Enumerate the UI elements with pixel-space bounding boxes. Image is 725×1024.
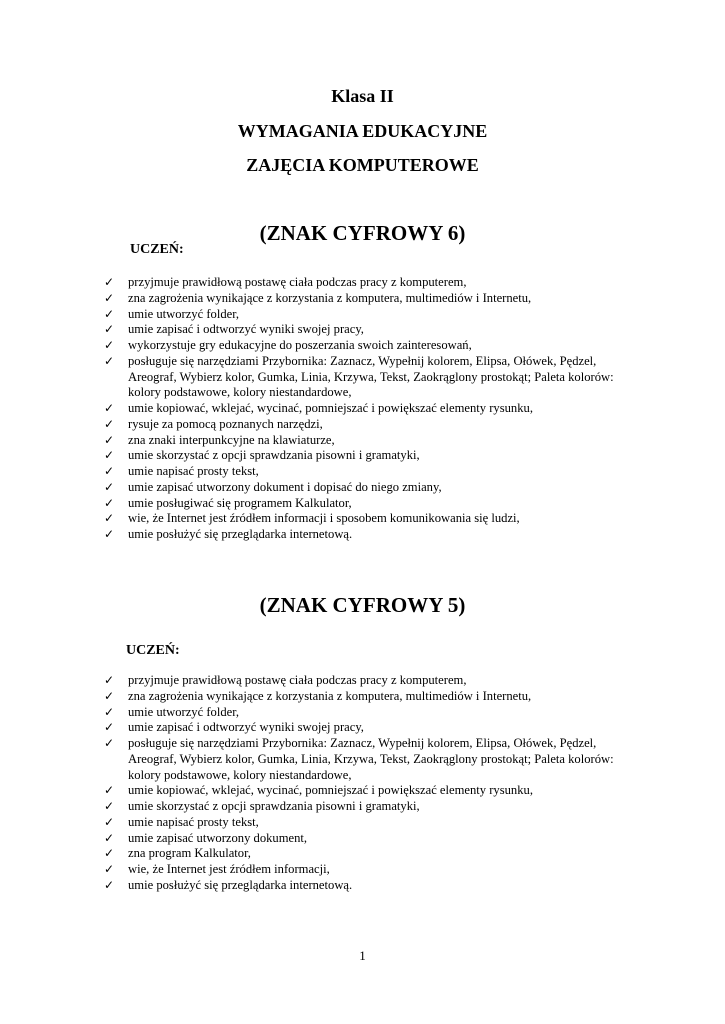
requirement-text: przyjmuje prawidłową postawę ciała podczas pracy z komputerem, [128, 673, 467, 687]
requirement-text: zna zagrożenia wynikające z korzystania z komputera, multimediów i Internetu, [128, 688, 532, 703]
requirement-item [104, 846, 644, 862]
checkmark-icon: ✓ [104, 736, 115, 750]
requirement-text: umie posłużyć się przeglądarka internetową. [128, 527, 353, 541]
student-label-grade-5: UCZEŃ: [126, 643, 180, 658]
checkmark-icon: ✓ [104, 322, 115, 337]
checkmark-icon: ✓ [104, 830, 115, 845]
checkmark-icon: ✓ [104, 511, 115, 526]
requirement-text: umie kopiować, wklejać, wycinać, pomniejszać i powiększać elementy rysunku, [128, 783, 533, 798]
checkmark-icon: ✓ [104, 479, 115, 494]
requirement-item [104, 433, 644, 449]
requirement-item [104, 689, 644, 705]
requirement-text: umie utworzyć folder, [128, 704, 240, 719]
requirement-item [104, 354, 644, 401]
requirement-text: zna zagrożenia wynikające z korzystania z komputera, multimediów i Internetu, [128, 290, 532, 305]
requirement-text: umie napisać prosty tekst, [128, 464, 259, 478]
requirement-item [104, 862, 644, 878]
requirement-text: umie utworzyć folder, [128, 306, 240, 321]
requirement-item [104, 878, 644, 894]
checkmark-icon: ✓ [104, 799, 115, 813]
checkmark-icon: ✓ [104, 401, 115, 415]
requirement-item [104, 307, 644, 323]
requirement-item [104, 831, 644, 847]
requirement-item [104, 322, 644, 338]
requirement-item [104, 783, 644, 799]
requirement-item [104, 401, 644, 417]
requirement-item [104, 464, 644, 480]
requirement-item [104, 448, 644, 464]
requirement-text: umie skorzystać z opcji sprawdzania pisowni i gramatyki, [128, 448, 420, 463]
requirement-item [104, 291, 644, 307]
requirement-item [104, 736, 644, 783]
requirement-text: umie zapisać utworzony dokument, [128, 830, 308, 845]
checkmark-icon: ✓ [104, 704, 115, 719]
checkmark-icon: ✓ [104, 862, 115, 876]
requirement-text: umie napisać prosty tekst, [128, 814, 259, 829]
requirement-text: rysuje za pomocą poznanych narzędzi, [128, 416, 323, 431]
page-number: 1 [359, 948, 366, 963]
requirement-item [104, 799, 644, 815]
checkmark-icon: ✓ [104, 338, 115, 352]
student-label-grade-6: UCZEŃ: [130, 242, 184, 257]
requirement-text: umie kopiować, wklejać, wycinać, pomniejszać i powiększać elementy rysunku, [128, 401, 533, 415]
checkmark-icon: ✓ [104, 688, 115, 703]
requirement-item [104, 673, 644, 689]
checkmark-icon: ✓ [104, 306, 115, 321]
requirement-item [104, 275, 644, 291]
requirement-item [104, 338, 644, 354]
requirement-text: umie skorzystać z opcji sprawdzania pisowni i gramatyki, [128, 799, 420, 813]
requirement-item [104, 527, 644, 543]
requirement-text: umie zapisać i odtworzyć wyniki swojej pracy, [128, 322, 364, 337]
checkmark-icon: ✓ [104, 353, 115, 368]
class-title: Klasa II [331, 86, 394, 106]
requirement-item [104, 511, 644, 527]
subject-title: ZAJĘCIA KOMPUTEROWE [246, 155, 479, 175]
checkmark-icon: ✓ [104, 448, 115, 463]
requirement-text: zna znaki interpunkcyjne na klawiaturze, [128, 432, 335, 447]
requirements-title: WYMAGANIA EDUKACYJNE [237, 121, 488, 141]
requirement-item [104, 815, 644, 831]
requirement-text: zna program Kalkulator, [128, 846, 251, 861]
requirement-text: wie, że Internet jest źródłem informacji, [128, 862, 330, 876]
requirement-text: umie zapisać utworzony dokument i dopisać do niego zmiany, [128, 479, 442, 494]
checkmark-icon: ✓ [104, 495, 115, 510]
checkmark-icon: ✓ [104, 814, 115, 829]
requirement-text: posługuje się narzędziami Przybornika: Zaznacz, Wypełnij kolorem, Elipsa, Ołówek, Pędzel, Areograf, Wybierz kolor, Gumka, Linia, Krzywa, Tekst, Zaokrąglony prostokąt; Paleta kolorów: kolory podstawowe, kolory niestandardowe, [128, 353, 614, 400]
requirement-item [104, 480, 644, 496]
checkmark-icon: ✓ [104, 720, 115, 735]
checkmark-icon: ✓ [104, 432, 115, 447]
requirement-text: umie zapisać i odtworzyć wyniki swojej pracy, [128, 720, 364, 735]
section-heading-grade-6: (ZNAK CYFROWY 6) [259, 221, 466, 245]
checkmark-icon: ✓ [104, 673, 115, 687]
requirement-item [104, 720, 644, 736]
section-heading-grade-5: (ZNAK CYFROWY 5) [259, 593, 466, 617]
requirement-text: wykorzystuje gry edukacyjne do poszerzania swoich zainteresowań, [128, 338, 472, 352]
checkmark-icon: ✓ [104, 275, 115, 289]
requirement-item [104, 705, 644, 721]
checkmark-icon: ✓ [104, 783, 115, 798]
requirement-text: wie, że Internet jest źródłem informacji i sposobem komunikowania się ludzi, [128, 511, 520, 526]
checkmark-icon: ✓ [104, 464, 115, 478]
checkmark-icon: ✓ [104, 416, 115, 431]
checkmark-icon: ✓ [104, 846, 115, 861]
checkmark-icon: ✓ [104, 290, 115, 305]
checkmark-icon: ✓ [104, 527, 115, 541]
requirements-list-grade-5 [104, 673, 644, 894]
requirement-item [104, 417, 644, 433]
requirement-item [104, 496, 644, 512]
requirement-text: umie posługiwać się programem Kalkulator, [128, 495, 352, 510]
requirement-text: posługuje się narzędziami Przybornika: Zaznacz, Wypełnij kolorem, Elipsa, Ołówek, Pędzel, Areograf, Wybierz kolor, Gumka, Linia, Krzywa, Tekst, Zaokrąglony prostokąt; Paleta kolorów: kolory podstawowe, kolory niestandardowe, [128, 736, 614, 782]
checkmark-icon: ✓ [104, 877, 115, 892]
requirement-text: przyjmuje prawidłową postawę ciała podczas pracy z komputerem, [128, 275, 467, 289]
requirement-text: umie posłużyć się przeglądarka internetową. [128, 877, 353, 892]
requirements-list-grade-6 [104, 275, 644, 543]
